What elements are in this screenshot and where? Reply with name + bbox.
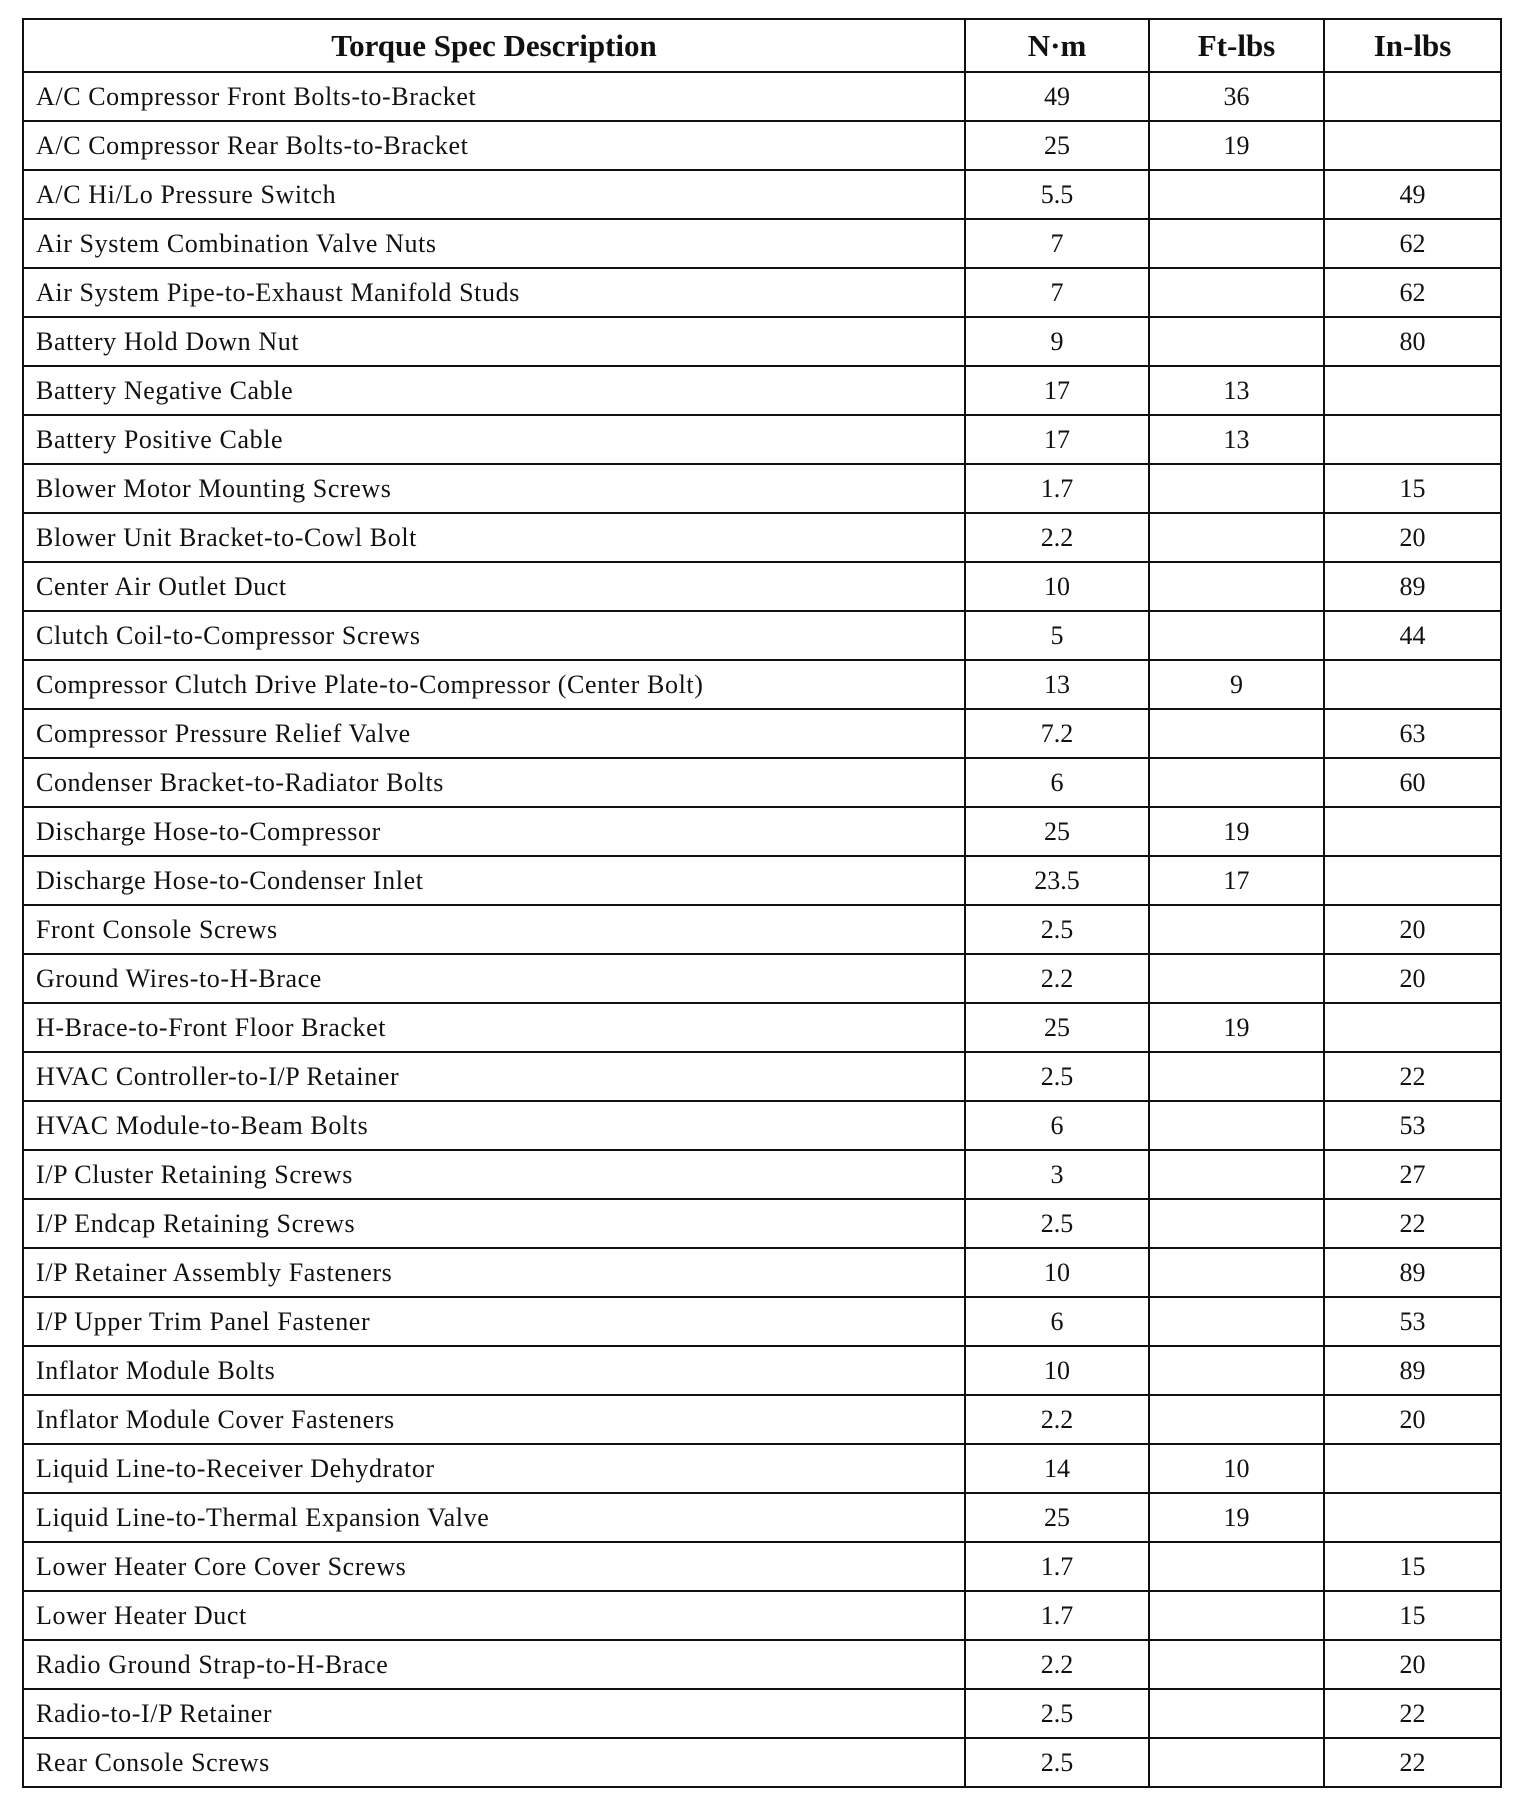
cell-nm: 7.2 <box>965 709 1149 758</box>
cell-ftlbs <box>1149 1150 1324 1199</box>
cell-nm: 17 <box>965 366 1149 415</box>
cell-ftlbs: 19 <box>1149 1493 1324 1542</box>
table-row <box>23 1542 1501 1591</box>
cell-nm: 1.7 <box>965 1591 1149 1640</box>
cell-inlbs: 49 <box>1324 170 1501 219</box>
cell-description: Condenser Bracket-to-Radiator Bolts <box>23 758 965 807</box>
cell-description: Discharge Hose-to-Compressor <box>23 807 965 856</box>
cell-nm: 17 <box>965 415 1149 464</box>
cell-ftlbs <box>1149 170 1324 219</box>
cell-ftlbs <box>1149 1689 1324 1738</box>
cell-description: Compressor Clutch Drive Plate-to-Compressor (Center Bolt) <box>23 660 965 709</box>
table-row <box>23 1199 1501 1248</box>
cell-ftlbs <box>1149 1101 1324 1150</box>
cell-ftlbs <box>1149 1297 1324 1346</box>
header-ftlbs: Ft-lbs <box>1149 19 1324 72</box>
cell-nm: 2.2 <box>965 1640 1149 1689</box>
cell-description: Compressor Pressure Relief Valve <box>23 709 965 758</box>
cell-description: Liquid Line-to-Receiver Dehydrator <box>23 1444 965 1493</box>
cell-nm: 2.2 <box>965 513 1149 562</box>
cell-description: Inflator Module Cover Fasteners <box>23 1395 965 1444</box>
cell-description: HVAC Module-to-Beam Bolts <box>23 1101 965 1150</box>
cell-ftlbs <box>1149 1199 1324 1248</box>
cell-description: Air System Pipe-to-Exhaust Manifold Studs <box>23 268 965 317</box>
table-row <box>23 1738 1501 1787</box>
table-body <box>23 72 1501 1787</box>
cell-ftlbs: 13 <box>1149 366 1324 415</box>
torque-spec-table <box>22 18 1502 1788</box>
cell-description: H-Brace-to-Front Floor Bracket <box>23 1003 965 1052</box>
cell-inlbs: 20 <box>1324 954 1501 1003</box>
cell-inlbs: 15 <box>1324 1591 1501 1640</box>
cell-nm: 2.5 <box>965 1052 1149 1101</box>
table-row <box>23 709 1501 758</box>
cell-ftlbs <box>1149 1738 1324 1787</box>
table-row <box>23 660 1501 709</box>
cell-nm: 10 <box>965 1346 1149 1395</box>
cell-nm: 1.7 <box>965 1542 1149 1591</box>
cell-ftlbs: 13 <box>1149 415 1324 464</box>
cell-description: A/C Compressor Front Bolts-to-Bracket <box>23 72 965 121</box>
cell-ftlbs <box>1149 219 1324 268</box>
cell-description: Radio-to-I/P Retainer <box>23 1689 965 1738</box>
cell-nm: 25 <box>965 807 1149 856</box>
table-row <box>23 1444 1501 1493</box>
table-row <box>23 415 1501 464</box>
cell-inlbs: 53 <box>1324 1101 1501 1150</box>
cell-description: I/P Cluster Retaining Screws <box>23 1150 965 1199</box>
table-row <box>23 1150 1501 1199</box>
cell-description: Blower Unit Bracket-to-Cowl Bolt <box>23 513 965 562</box>
cell-ftlbs <box>1149 513 1324 562</box>
table-row <box>23 856 1501 905</box>
cell-nm: 5 <box>965 611 1149 660</box>
cell-ftlbs <box>1149 268 1324 317</box>
cell-inlbs: 20 <box>1324 1395 1501 1444</box>
cell-ftlbs <box>1149 1248 1324 1297</box>
table-row <box>23 1346 1501 1395</box>
cell-inlbs <box>1324 1493 1501 1542</box>
cell-description: Liquid Line-to-Thermal Expansion Valve <box>23 1493 965 1542</box>
table-row <box>23 562 1501 611</box>
cell-inlbs <box>1324 807 1501 856</box>
cell-inlbs <box>1324 1003 1501 1052</box>
cell-nm: 49 <box>965 72 1149 121</box>
cell-description: HVAC Controller-to-I/P Retainer <box>23 1052 965 1101</box>
cell-nm: 7 <box>965 268 1149 317</box>
cell-description: Discharge Hose-to-Condenser Inlet <box>23 856 965 905</box>
cell-description: Inflator Module Bolts <box>23 1346 965 1395</box>
table-row <box>23 1297 1501 1346</box>
cell-description: I/P Retainer Assembly Fasteners <box>23 1248 965 1297</box>
cell-description: Battery Positive Cable <box>23 415 965 464</box>
cell-inlbs: 89 <box>1324 562 1501 611</box>
cell-inlbs: 44 <box>1324 611 1501 660</box>
cell-inlbs <box>1324 660 1501 709</box>
cell-inlbs: 63 <box>1324 709 1501 758</box>
cell-inlbs: 53 <box>1324 1297 1501 1346</box>
cell-nm: 14 <box>965 1444 1149 1493</box>
cell-description: Air System Combination Valve Nuts <box>23 219 965 268</box>
table-row <box>23 268 1501 317</box>
cell-ftlbs <box>1149 905 1324 954</box>
cell-description: Battery Hold Down Nut <box>23 317 965 366</box>
cell-ftlbs: 36 <box>1149 72 1324 121</box>
cell-ftlbs <box>1149 562 1324 611</box>
cell-nm: 6 <box>965 1101 1149 1150</box>
cell-description: I/P Upper Trim Panel Fastener <box>23 1297 965 1346</box>
cell-inlbs: 22 <box>1324 1052 1501 1101</box>
cell-nm: 9 <box>965 317 1149 366</box>
cell-ftlbs <box>1149 1640 1324 1689</box>
cell-description: Ground Wires-to-H-Brace <box>23 954 965 1003</box>
cell-description: Battery Negative Cable <box>23 366 965 415</box>
cell-ftlbs <box>1149 1346 1324 1395</box>
cell-ftlbs: 19 <box>1149 1003 1324 1052</box>
cell-ftlbs <box>1149 954 1324 1003</box>
cell-ftlbs: 19 <box>1149 807 1324 856</box>
table-row <box>23 1395 1501 1444</box>
cell-nm: 13 <box>965 660 1149 709</box>
cell-description: Center Air Outlet Duct <box>23 562 965 611</box>
cell-ftlbs: 17 <box>1149 856 1324 905</box>
cell-description: Clutch Coil-to-Compressor Screws <box>23 611 965 660</box>
cell-description: A/C Hi/Lo Pressure Switch <box>23 170 965 219</box>
cell-nm: 2.5 <box>965 1738 1149 1787</box>
cell-inlbs: 22 <box>1324 1199 1501 1248</box>
table-row <box>23 1003 1501 1052</box>
cell-description: Lower Heater Core Cover Screws <box>23 1542 965 1591</box>
header-description: Torque Spec Description <box>23 19 965 72</box>
cell-inlbs: 20 <box>1324 513 1501 562</box>
cell-nm: 25 <box>965 121 1149 170</box>
cell-ftlbs <box>1149 464 1324 513</box>
cell-inlbs: 62 <box>1324 219 1501 268</box>
cell-inlbs <box>1324 72 1501 121</box>
cell-description: Blower Motor Mounting Screws <box>23 464 965 513</box>
cell-inlbs: 89 <box>1324 1248 1501 1297</box>
cell-ftlbs <box>1149 758 1324 807</box>
cell-ftlbs <box>1149 1542 1324 1591</box>
cell-nm: 2.5 <box>965 905 1149 954</box>
table-row <box>23 954 1501 1003</box>
cell-nm: 2.2 <box>965 1395 1149 1444</box>
table-row <box>23 366 1501 415</box>
cell-description: I/P Endcap Retaining Screws <box>23 1199 965 1248</box>
cell-inlbs <box>1324 1444 1501 1493</box>
table-row <box>23 317 1501 366</box>
cell-ftlbs <box>1149 1395 1324 1444</box>
cell-ftlbs <box>1149 611 1324 660</box>
cell-nm: 2.2 <box>965 954 1149 1003</box>
table-row <box>23 1640 1501 1689</box>
cell-ftlbs <box>1149 1591 1324 1640</box>
table-row <box>23 1591 1501 1640</box>
cell-nm: 6 <box>965 1297 1149 1346</box>
cell-inlbs <box>1324 856 1501 905</box>
table-row <box>23 758 1501 807</box>
cell-nm: 10 <box>965 1248 1149 1297</box>
cell-ftlbs <box>1149 1052 1324 1101</box>
cell-nm: 7 <box>965 219 1149 268</box>
cell-nm: 2.5 <box>965 1199 1149 1248</box>
cell-nm: 1.7 <box>965 464 1149 513</box>
table-row <box>23 1248 1501 1297</box>
cell-inlbs <box>1324 366 1501 415</box>
table-row <box>23 611 1501 660</box>
header-row <box>23 19 1501 72</box>
cell-inlbs: 15 <box>1324 464 1501 513</box>
cell-nm: 5.5 <box>965 170 1149 219</box>
table-row <box>23 1493 1501 1542</box>
cell-nm: 25 <box>965 1493 1149 1542</box>
table-row <box>23 1689 1501 1738</box>
cell-inlbs: 80 <box>1324 317 1501 366</box>
header-inlbs: In-lbs <box>1324 19 1501 72</box>
cell-description: Lower Heater Duct <box>23 1591 965 1640</box>
cell-inlbs <box>1324 415 1501 464</box>
cell-inlbs: 62 <box>1324 268 1501 317</box>
table-row <box>23 219 1501 268</box>
cell-inlbs: 22 <box>1324 1738 1501 1787</box>
cell-description: Radio Ground Strap-to-H-Brace <box>23 1640 965 1689</box>
cell-inlbs: 15 <box>1324 1542 1501 1591</box>
table-row <box>23 121 1501 170</box>
cell-ftlbs: 10 <box>1149 1444 1324 1493</box>
cell-ftlbs: 19 <box>1149 121 1324 170</box>
cell-inlbs: 27 <box>1324 1150 1501 1199</box>
cell-nm: 6 <box>965 758 1149 807</box>
header-nm: N·m <box>965 19 1149 72</box>
table-row <box>23 1101 1501 1150</box>
table-row <box>23 905 1501 954</box>
cell-nm: 25 <box>965 1003 1149 1052</box>
table-row <box>23 464 1501 513</box>
table-row <box>23 513 1501 562</box>
table-row <box>23 807 1501 856</box>
cell-inlbs: 60 <box>1324 758 1501 807</box>
table-row <box>23 72 1501 121</box>
cell-inlbs: 22 <box>1324 1689 1501 1738</box>
cell-inlbs <box>1324 121 1501 170</box>
cell-description: Rear Console Screws <box>23 1738 965 1787</box>
table-row <box>23 1052 1501 1101</box>
cell-ftlbs <box>1149 317 1324 366</box>
cell-nm: 10 <box>965 562 1149 611</box>
cell-inlbs: 20 <box>1324 905 1501 954</box>
cell-nm: 3 <box>965 1150 1149 1199</box>
cell-ftlbs: 9 <box>1149 660 1324 709</box>
cell-ftlbs <box>1149 709 1324 758</box>
cell-nm: 2.5 <box>965 1689 1149 1738</box>
cell-nm: 23.5 <box>965 856 1149 905</box>
cell-inlbs: 89 <box>1324 1346 1501 1395</box>
cell-description: Front Console Screws <box>23 905 965 954</box>
cell-inlbs: 20 <box>1324 1640 1501 1689</box>
cell-description: A/C Compressor Rear Bolts-to-Bracket <box>23 121 965 170</box>
table-row <box>23 170 1501 219</box>
